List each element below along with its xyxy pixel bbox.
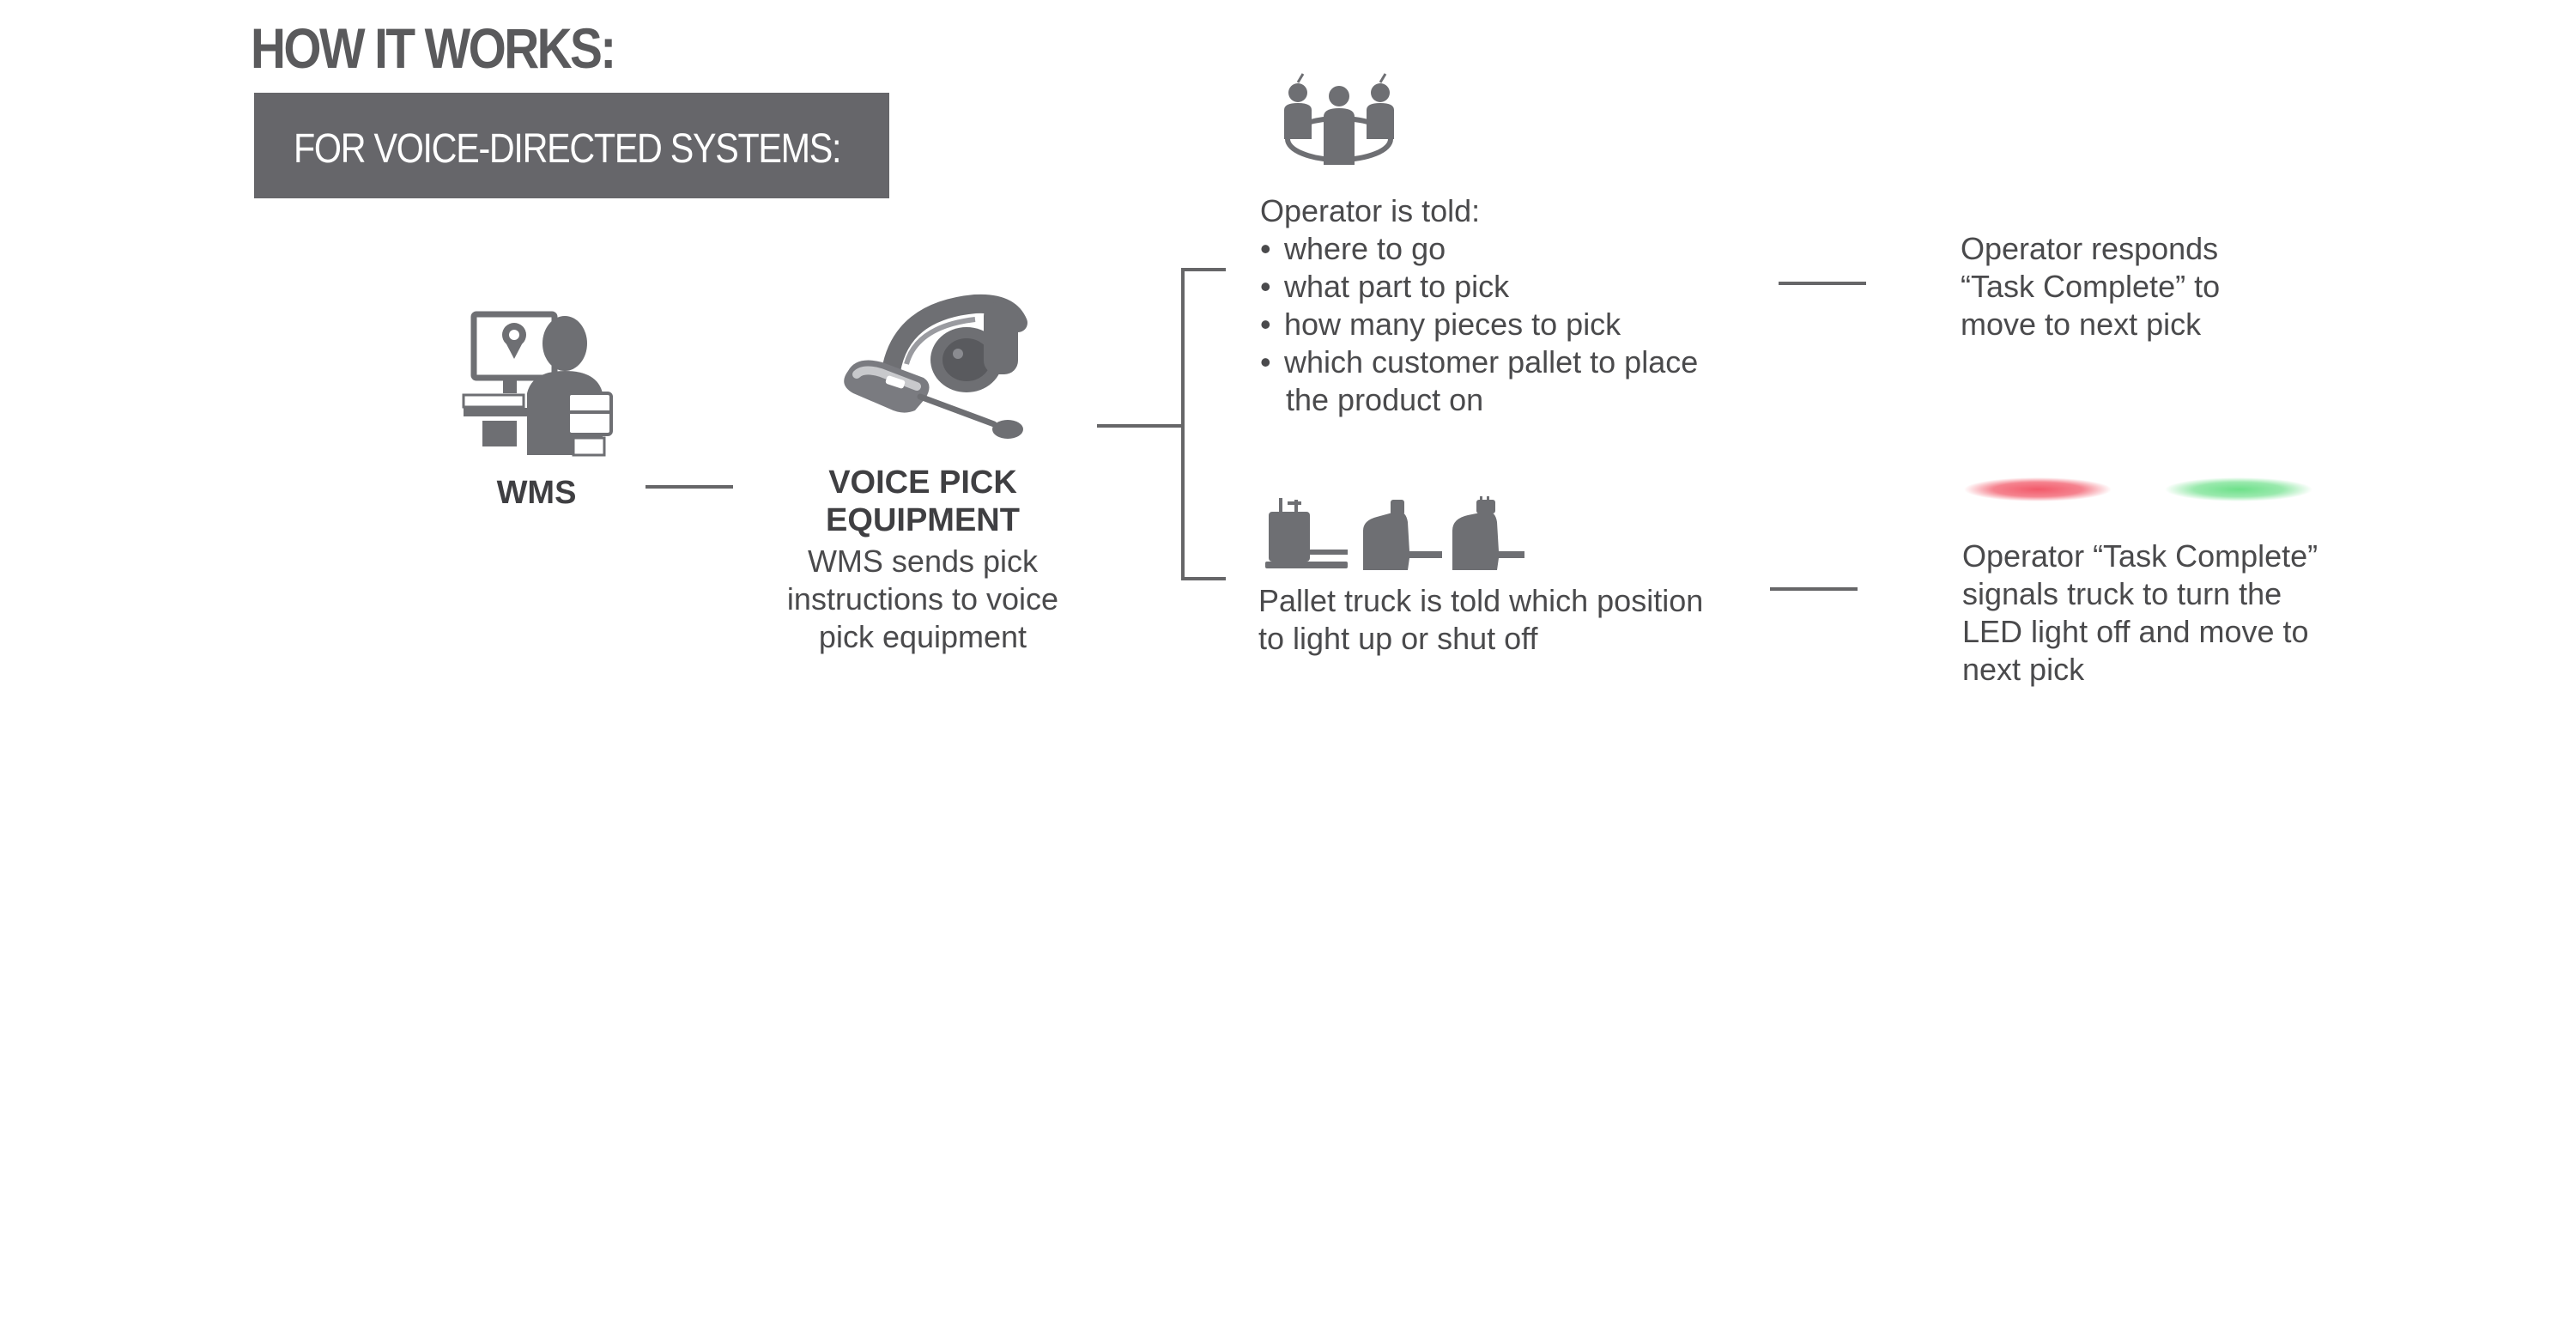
wms-operator-icon: [460, 309, 615, 455]
operator-intro: Operator is told:: [1260, 193, 1481, 228]
voice-pick-label-line2: EQUIPMENT: [826, 502, 1020, 538]
banner-label: FOR VOICE-DIRECTED SYSTEMS:: [294, 126, 841, 172]
bracket-vertical: [1181, 268, 1185, 580]
voice-pick-label-line1: VOICE PICK: [828, 465, 1017, 501]
list-item: • what part to pick: [1260, 268, 1698, 306]
bracket-stem: [1097, 424, 1183, 428]
pallet-truck-text: Pallet truck is told which position to light up or shut off: [1258, 583, 1704, 656]
headset-icon: [838, 295, 1035, 441]
bracket-bottom-arm: [1181, 577, 1226, 580]
operator-instructions: [1260, 192, 1698, 419]
list-item: • where to go: [1260, 230, 1698, 268]
list-item: • which customer pallet to place: [1260, 343, 1698, 381]
connector-line: [1779, 282, 1866, 285]
led-lights: [1957, 474, 2318, 508]
list-item: • how many pieces to pick: [1260, 306, 1698, 343]
operator-bullet-list: [1260, 230, 1698, 381]
pallet-truck-icon: [1262, 496, 1528, 575]
operator-group-icon: [1279, 72, 1399, 172]
red-led-light: [1964, 477, 2112, 501]
bracket-top-arm: [1181, 268, 1226, 271]
list-item-continuation: the product on: [1286, 382, 1484, 417]
connector-line: [1770, 587, 1858, 591]
green-led-light: [2165, 477, 2312, 501]
page-title: HOW IT WORKS:: [251, 16, 615, 80]
operator-response: Operator responds “Task Complete” to move to next pick: [1961, 231, 2221, 342]
led-signal-text: Operator “Task Complete” signals truck to turn the LED light off and move to next pick: [1962, 538, 2318, 687]
voice-pick-description: WMS sends pick instructions to voice pick equipment: [786, 544, 1059, 654]
section-banner: [254, 93, 889, 198]
connector-line: [646, 485, 733, 489]
wms-label: WMS: [496, 475, 577, 511]
